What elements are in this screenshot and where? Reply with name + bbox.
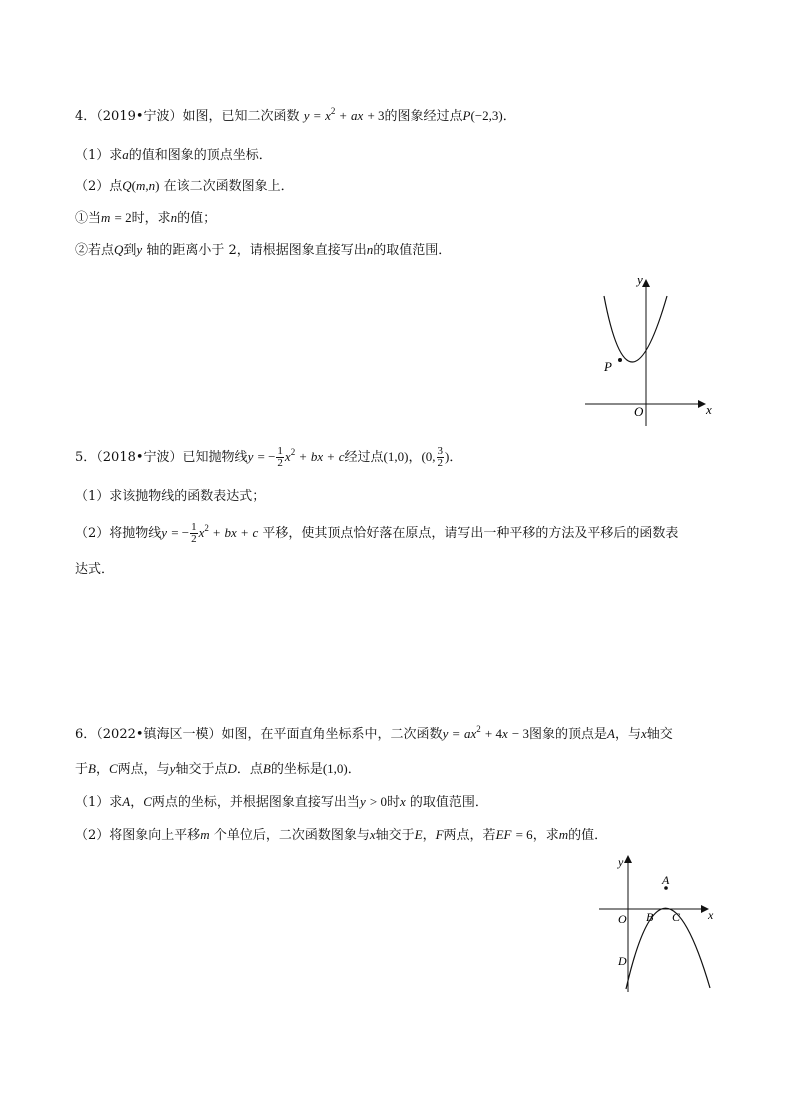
q6-stem-2: 于B，C两点，与y轴交于点D．点B的坐标是(1,0)． <box>75 761 361 777</box>
q6-label-y: y <box>618 855 624 869</box>
q4-sub2: （2）点Q(m,n) 在该二次函数图象上． <box>75 178 294 194</box>
q4-label-x: x <box>706 402 712 417</box>
q4-sub1: （1）求a的值和图象的顶点坐标． <box>75 147 272 163</box>
q4-sub2-1: ①当m = 2时，求n的值； <box>75 210 217 226</box>
q4-figure <box>580 268 720 433</box>
q6-source: （2022•镇海区一模） <box>96 727 222 742</box>
q6-label-d: D <box>618 954 627 968</box>
q4-point-p <box>618 358 622 362</box>
q6-number: 6． <box>75 727 97 742</box>
q6-label-a: A <box>662 873 670 887</box>
q5-number: 5． <box>75 450 97 465</box>
q5-sub2: （2）将抛物线y = − $\frac{1}{2}$ $x^2$ + bx + c 平移，使其顶点恰好落在原点，请写出一种平移的方法及平移后的函数表 <box>75 521 679 545</box>
q4-label-y: y <box>637 272 643 287</box>
q4-stem: 4．（2019•宁波）如图，已知二次函数 $y = x^2$ + ax + 3的图象经过点P(−2,3)． <box>75 106 516 124</box>
q6-label-c: C <box>672 910 681 924</box>
q6-sub2: （2）将图象向上平移m 个单位后，二次函数图象与x轴交于E，F两点，若EF = 6，求m的值． <box>75 827 608 843</box>
q6-label-o: O <box>618 912 627 926</box>
q4-function: y <box>303 108 310 123</box>
q6-label-x: x <box>708 908 714 922</box>
q4-sub2-2: ②若点Q到y 轴的距离小于 2，请根据图象直接写出n的取值范围． <box>75 242 452 258</box>
q6-sub1: （1）求A，C两点的坐标，并根据图象直接写出当y > 0时x 的取值范围． <box>75 794 488 810</box>
q4-source: （2019•宁波） <box>96 109 183 124</box>
q5-stem: 5．（2018•宁波）已知抛物线y = − $\frac{1}{2}$ $x^2$ + bx + c经过点(1,0)，(0, $\frac{3}{2}$ )． <box>75 445 463 469</box>
q5-source: （2018•宁波） <box>96 450 183 465</box>
q4-label-o: O <box>634 404 644 419</box>
q4-number: 4． <box>75 109 97 124</box>
q4-parabola <box>604 296 667 362</box>
q4-label-p: P <box>604 359 612 374</box>
q6-stem: 6．（2022•镇海区一模）如图，在平面直角坐标系中，二次函数$y = ax^2 + 4x - 3$图象的顶点是A，与x轴交 <box>75 724 673 742</box>
q6-parabola <box>626 908 710 989</box>
q5-sub1: （1）求该抛物线的函数表达式； <box>75 489 266 504</box>
q5-sub2-cont: 达式． <box>75 562 115 577</box>
q6-figure <box>596 852 726 997</box>
q6-label-b: B <box>646 910 654 924</box>
